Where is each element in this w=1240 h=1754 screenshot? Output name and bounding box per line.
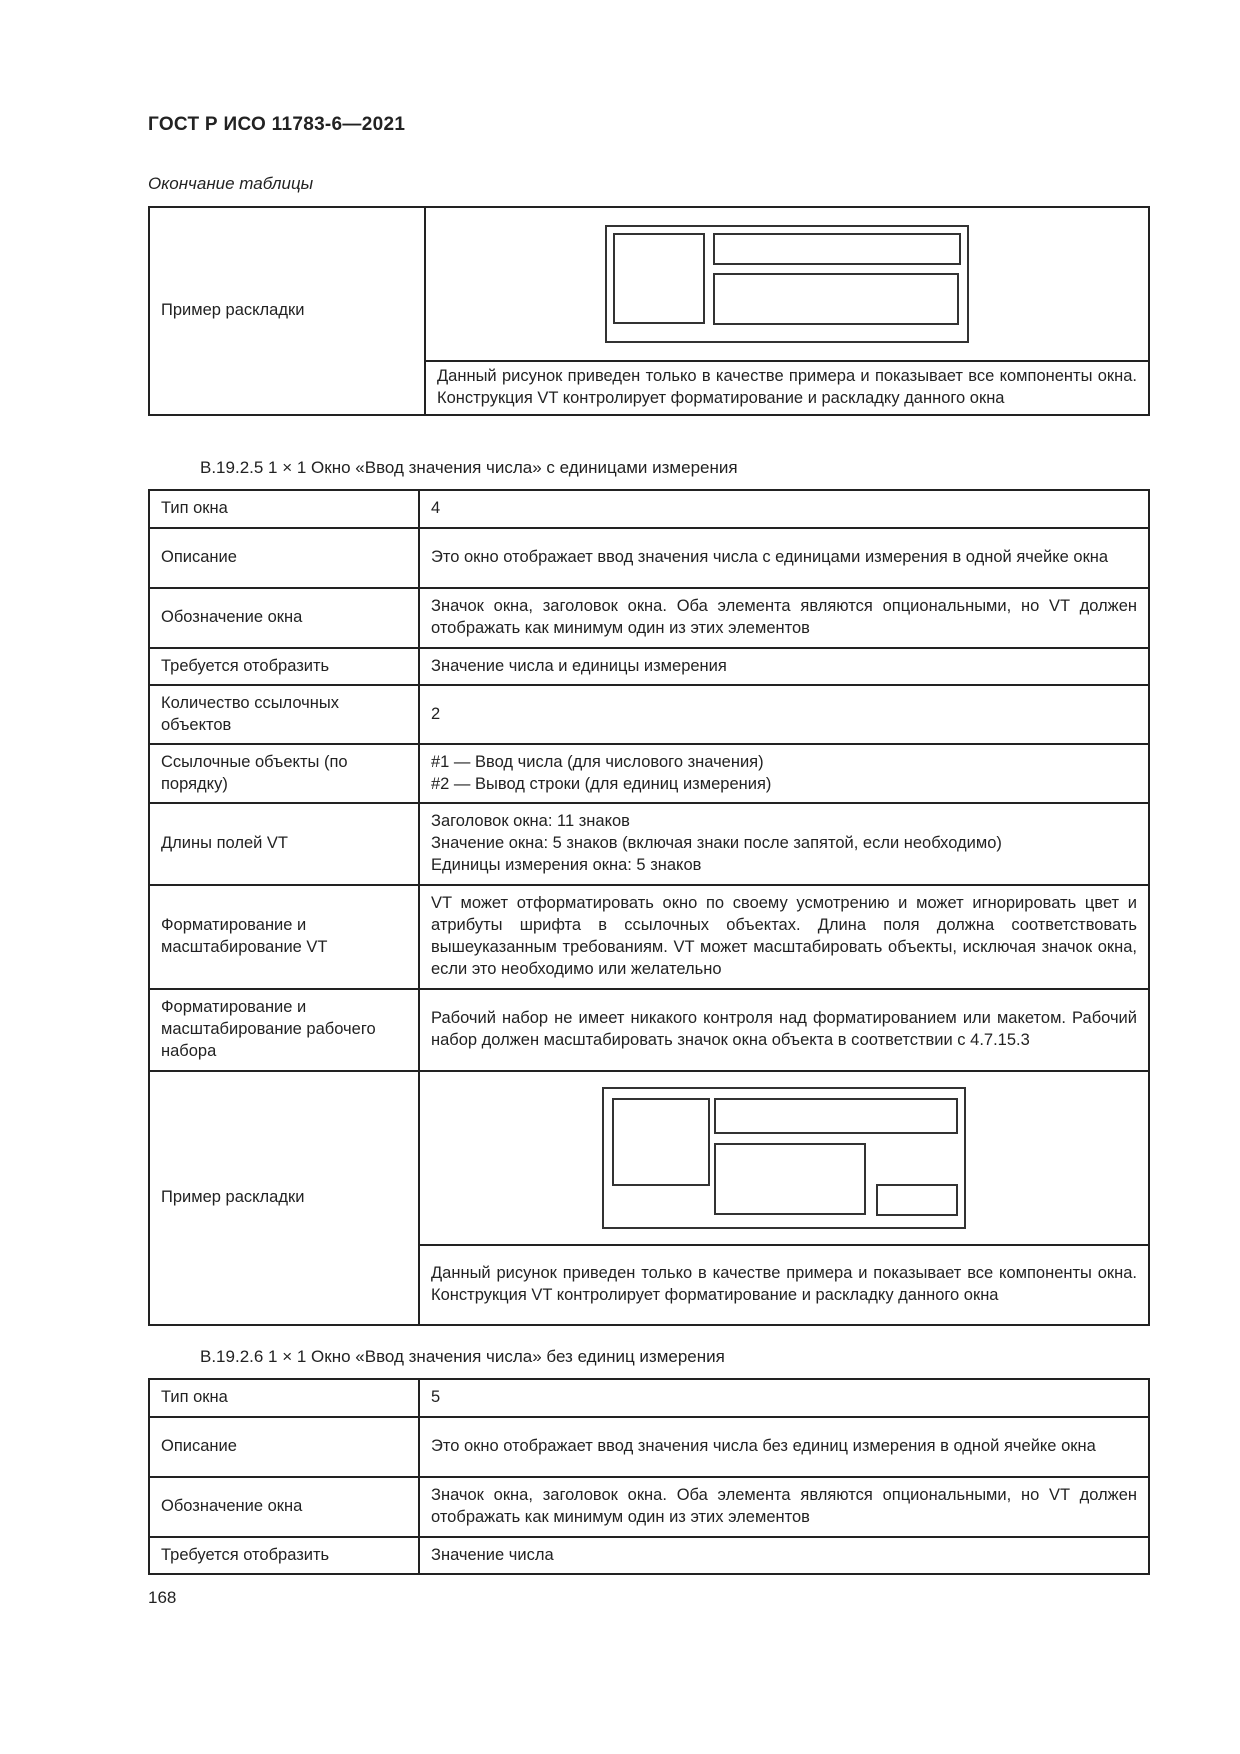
document-title: ГОСТ Р ИСО 11783-6—2021 — [148, 114, 406, 135]
row-value: Значение числа — [419, 1537, 1149, 1574]
layout-example-label: Пример раскладки — [149, 1071, 419, 1325]
row-label: Ссылочные объекты (по порядку) — [149, 744, 419, 803]
row-value: 4 — [419, 490, 1149, 528]
section-caption-b1925: B.19.2.5 1 × 1 Окно «Ввод значения числа» с единицами измерения — [200, 458, 738, 477]
row-value: Рабочий набор не имеет никакого контроля над форматированием или макетом. Рабочий набор должен масштабировать значок окна объекта в соответствии с 4.7.15.3 — [419, 989, 1149, 1071]
table-row — [149, 490, 1149, 528]
table-row — [149, 588, 1149, 648]
row-value: Значок окна, заголовок окна. Оба элемента являются опциональными, но VT должен отображать как минимум один из этих элементов — [419, 1477, 1149, 1537]
table-row — [149, 885, 1149, 989]
value-line: Значение окна: 5 знаков (включая знаки после запятой, если необходимо) — [431, 834, 1002, 853]
row-label: Форматирование и масштабирование рабочего набора — [149, 989, 419, 1071]
layout-diagram — [605, 225, 969, 343]
table-row — [149, 1379, 1149, 1417]
table-row — [149, 1417, 1149, 1477]
layout-value-box — [714, 1143, 866, 1215]
layout-example-note: Данный рисунок приведен только в качестве примера и показывает все компоненты окна. Конструкция VT контролирует форматирование и раскладку данного окна — [425, 361, 1149, 415]
row-label: Тип окна — [149, 1379, 419, 1417]
layout-diagram-cell — [419, 1071, 1149, 1245]
table-row — [149, 1537, 1149, 1574]
layout-example-note: Данный рисунок приведен только в качестве примера и показывает все компоненты окна. Конструкция VT контролирует форматирование и раскладку данного окна — [419, 1245, 1149, 1325]
table-row — [149, 685, 1149, 744]
table-row — [149, 1071, 1149, 1245]
row-label: Обозначение окна — [149, 1477, 419, 1537]
layout-units-box — [876, 1184, 958, 1216]
value-line: #1 — Ввод числа (для числового значения) — [431, 752, 764, 771]
row-value: Это окно отображает ввод значения числа без единиц измерения в одной ячейке окна — [419, 1417, 1149, 1477]
row-value: 2 — [419, 685, 1149, 744]
table-row — [149, 528, 1149, 588]
layout-value-box — [713, 273, 959, 325]
layout-example-label: Пример раскладки — [149, 207, 425, 415]
row-label: Тип окна — [149, 490, 419, 528]
row-label: Количество ссылочных объектов — [149, 685, 419, 744]
table-row — [149, 744, 1149, 803]
layout-diagram — [602, 1087, 966, 1229]
table-row — [149, 648, 1149, 685]
row-value: 5 — [419, 1379, 1149, 1417]
row-label: Описание — [149, 528, 419, 588]
row-value-lines — [419, 744, 1149, 803]
row-value: Значок окна, заголовок окна. Оба элемента являются опциональными, но VT должен отображать как минимум один из этих элементов — [419, 588, 1149, 648]
row-label: Описание — [149, 1417, 419, 1477]
row-label: Длины полей VT — [149, 803, 419, 885]
row-label: Обозначение окна — [149, 588, 419, 648]
row-value: Значение числа и единицы измерения — [419, 648, 1149, 685]
table-row — [149, 989, 1149, 1071]
table-continuation-note: Окончание таблицы — [148, 174, 314, 193]
layout-diagram-cell — [425, 207, 1149, 361]
layout-title-box — [714, 1098, 958, 1134]
value-line: #2 — Вывод строки (для единиц измерения) — [431, 774, 772, 793]
section-caption-b1926: B.19.2.6 1 × 1 Окно «Ввод значения числа» без единиц измерения — [200, 1347, 725, 1366]
value-line: Заголовок окна: 11 знаков — [431, 812, 630, 831]
row-label: Требуется отобразить — [149, 648, 419, 685]
value-line: Единицы измерения окна: 5 знаков — [431, 855, 702, 874]
row-label: Требуется отобразить — [149, 1537, 419, 1574]
row-label: Форматирование и масштабирование VT — [149, 885, 419, 989]
layout-icon-box — [613, 233, 705, 324]
table-row — [149, 1477, 1149, 1537]
table-end-of-previous — [148, 206, 1150, 416]
layout-title-box — [713, 233, 961, 265]
table-b1925 — [148, 489, 1150, 1326]
row-value-lines — [419, 803, 1149, 885]
row-value: Это окно отображает ввод значения числа с единицами измерения в одной ячейке окна — [419, 528, 1149, 588]
table-row — [149, 803, 1149, 885]
row-value: VT может отформатировать окно по своему усмотрению и может игнорировать цвет и атрибуты шрифта в ссылочных объектах. Длина поля должна соответствовать вышеуказанным требованиям. VT может масштабировать объекты, исключая значок окна, если это необходимо или желательно — [419, 885, 1149, 989]
page-number: 168 — [148, 1588, 177, 1607]
table-b1926 — [148, 1378, 1150, 1575]
layout-icon-box — [612, 1098, 710, 1186]
